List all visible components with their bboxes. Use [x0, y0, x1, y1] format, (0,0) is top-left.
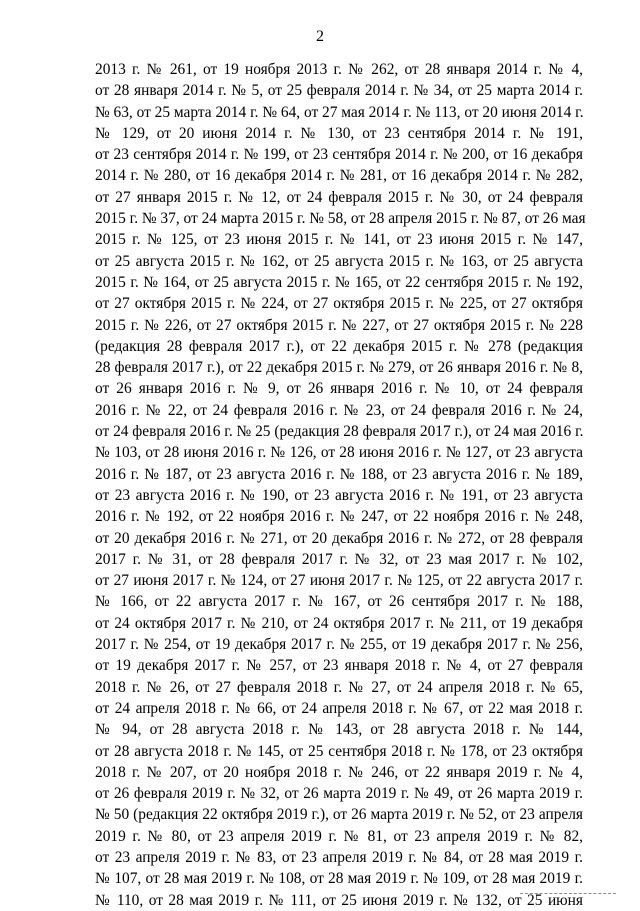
text-line: 2016 г. № 187, от 23 августа 2016 г. № 188, от 23 августа 2016 г. № 189,	[95, 465, 583, 483]
text-line: № 103, от 28 июня 2016 г. № 126, от 28 июня 2016 г. № 127, от 23 августа	[95, 444, 583, 462]
text-line: 2015 г. № 125, от 23 июня 2015 г. № 141, от 23 июня 2015 г. № 147,	[95, 231, 583, 249]
text-line: 2013 г. № 261, от 19 ноября 2013 г. № 262, от 28 января 2014 г. № 4,	[95, 61, 583, 78]
text-line: № 50 (редакция 22 октября 2019 г.), от 26 марта 2019 г. № 52, от 23 апреля	[95, 806, 583, 824]
text-line: от 23 сентября 2014 г. № 199, от 23 сентября 2014 г. № 200, от 16 декабря	[95, 146, 583, 164]
document-body-text	[95, 59, 586, 911]
text-line: № 94, от 28 августа 2018 г. № 143, от 28 августа 2018 г. № 144,	[95, 721, 583, 739]
text-line: 2018 г. № 26, от 27 февраля 2018 г. № 27, от 24 апреля 2018 г. № 65,	[95, 678, 583, 696]
text-line: 2017 г. № 31, от 28 февраля 2017 г. № 32, от 23 мая 2017 г. № 102,	[95, 550, 583, 568]
text-line: от 23 апреля 2019 г. № 83, от 23 апреля 2019 г. № 84, от 28 мая 2019 г.	[95, 848, 583, 866]
text-line: 2019 г. № 80, от 23 апреля 2019 г. № 81, от 23 апреля 2019 г. № 82,	[95, 827, 583, 845]
text-line: 2016 г. № 22, от 24 февраля 2016 г. № 23, от 24 февраля 2016 г. № 24,	[95, 401, 583, 419]
text-line: от 27 июня 2017 г. № 124, от 27 июня 2017 г. № 125, от 22 августа 2017 г.	[95, 572, 583, 590]
text-line: от 25 августа 2015 г. № 162, от 25 августа 2015 г. № 163, от 25 августа	[95, 252, 583, 270]
text-line: 28 февраля 2017 г.), от 22 декабря 2015 г. № 279, от 26 января 2016 г. № 8,	[95, 359, 583, 377]
text-line: № 107, от 28 мая 2019 г. № 108, от 28 мая 2019 г. № 109, от 28 мая 2019 г.	[95, 870, 583, 888]
text-line: от 26 февраля 2019 г. № 32, от 26 марта 2019 г. № 49, от 26 марта 2019 г.	[95, 785, 583, 803]
text-line: от 24 апреля 2018 г. № 66, от 24 апреля 2018 г. № 67, от 22 мая 2018 г.	[95, 699, 583, 717]
text-line: (редакция 28 февраля 2017 г.), от 22 декабря 2015 г. № 278 (редакция	[95, 337, 583, 355]
text-line: от 26 января 2016 г. № 9, от 26 января 2016 г. № 10, от 24 февраля	[95, 380, 583, 398]
text-line: № 110, от 28 мая 2019 г. № 111, от 25 июня 2019 г. № 132, от 25 июня	[95, 891, 583, 909]
text-line: 2016 г. № 192, от 22 ноября 2016 г. № 247, от 22 ноября 2016 г. № 248,	[95, 508, 583, 526]
text-line: № 129, от 20 июня 2014 г. № 130, от 23 сентября 2014 г. № 191,	[95, 124, 583, 142]
page-number: 2	[316, 28, 324, 45]
text-line: № 63, от 25 марта 2014 г. № 64, от 27 мая 2014 г. № 113, от 20 июня 2014 г.	[95, 103, 584, 121]
text-line: от 19 декабря 2017 г. № 257, от 23 января 2018 г. № 4, от 27 февраля	[95, 657, 583, 675]
text-line: № 166, от 22 августа 2017 г. № 167, от 26 сентября 2017 г. № 188,	[95, 593, 583, 611]
text-line: от 23 августа 2016 г. № 190, от 23 августа 2016 г. № 191, от 23 августа	[95, 486, 583, 504]
text-line: от 27 октября 2015 г. № 224, от 27 октября 2015 г. № 225, от 27 октября	[95, 295, 583, 313]
text-line: от 24 февраля 2016 г. № 25 (редакция 28 февраля 2017 г.), от 24 мая 2016 г.	[95, 423, 584, 441]
text-line: от 24 октября 2017 г. № 210, от 24 октября 2017 г. № 211, от 19 декабря	[95, 614, 583, 632]
text-line: 2014 г. № 280, от 16 декабря 2014 г. № 281, от 16 декабря 2014 г. № 282,	[95, 167, 583, 185]
text-line: от 28 января 2014 г. № 5, от 25 февраля 2014 г. № 34, от 25 марта 2014 г.	[95, 82, 583, 100]
text-line: 2018 г. № 207, от 20 ноября 2018 г. № 246, от 22 января 2019 г. № 4,	[95, 763, 583, 781]
text-line: 2017 г. № 254, от 19 декабря 2017 г. № 255, от 19 декабря 2017 г. № 256,	[95, 636, 583, 654]
text-line: от 28 августа 2018 г. № 145, от 25 сентября 2018 г. № 178, от 23 октября	[95, 742, 583, 760]
text-line: 2015 г. № 37, от 24 марта 2015 г. № 58, от 28 апреля 2015 г. № 87, от 26 мая	[95, 210, 586, 228]
text-line: от 27 января 2015 г. № 12, от 24 февраля 2015 г. № 30, от 24 февраля	[95, 188, 583, 206]
footer-divider	[520, 893, 616, 894]
text-line: от 20 декабря 2016 г. № 271, от 20 декабря 2016 г. № 272, от 28 февраля	[95, 529, 583, 547]
text-line: 2015 г. № 226, от 27 октября 2015 г. № 227, от 27 октября 2015 г. № 228	[95, 316, 583, 334]
text-line: 2015 г. № 164, от 25 августа 2015 г. № 165, от 22 сентября 2015 г. № 192,	[95, 273, 583, 291]
